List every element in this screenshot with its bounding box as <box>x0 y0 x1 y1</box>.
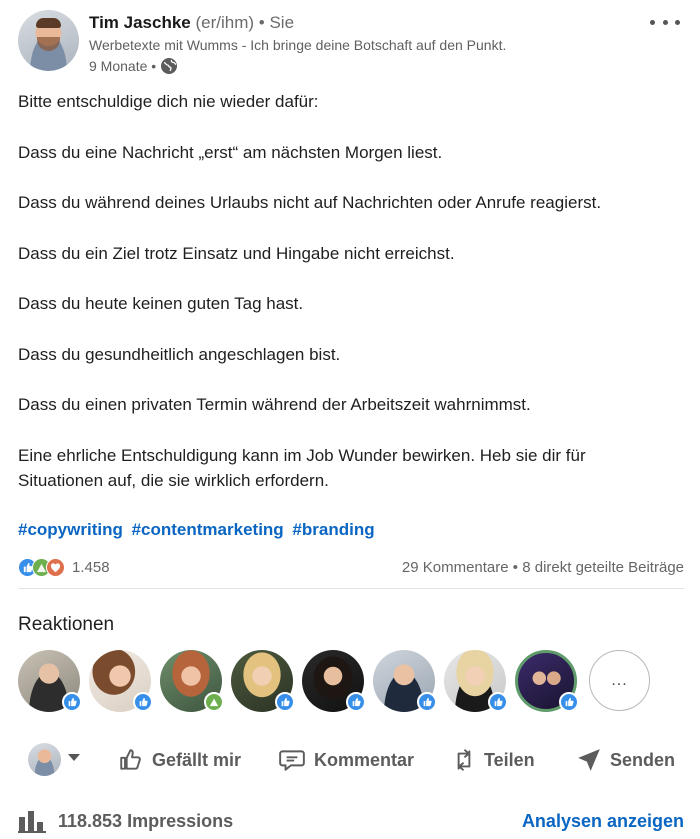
reposts-count[interactable]: 8 direkt geteilte Beiträge <box>522 558 684 576</box>
like-badge-icon <box>346 692 366 712</box>
post-line: Eine ehrliche Entschuldigung kann im Job Wunder bewirken. Heb sie dir für <box>18 445 586 465</box>
reactor-avatar[interactable] <box>231 650 293 712</box>
post-line: Dass du ein Ziel trotz Einsatz und Hingabe nicht erreichst. <box>18 243 455 263</box>
post-meta <box>89 57 178 75</box>
actor-avatar[interactable] <box>28 743 61 776</box>
chevron-down-icon[interactable] <box>68 754 80 761</box>
post-body <box>18 89 684 494</box>
hashtag-link[interactable]: #copywriting <box>18 520 123 539</box>
author-avatar[interactable] <box>18 10 79 71</box>
reactions-heading: Reaktionen <box>18 614 115 635</box>
avatar-hair <box>36 18 61 28</box>
reaction-summary[interactable] <box>18 558 110 577</box>
view-analytics-link[interactable]: Analysen anzeigen <box>521 810 684 831</box>
post-line: Dass du gesundheitlich angeschlagen bist. <box>18 344 341 364</box>
stats-separator: • <box>512 558 519 576</box>
like-badge-icon <box>275 692 295 712</box>
reactor-avatar[interactable] <box>444 650 506 712</box>
hashtag-link[interactable]: #contentmarketing <box>131 520 284 539</box>
reaction-count[interactable]: 1.458 <box>72 558 110 576</box>
reactor-avatar[interactable] <box>302 650 364 712</box>
comments-count[interactable]: 29 Kommentare <box>401 558 509 576</box>
comment-button[interactable] <box>278 740 414 780</box>
author-tagline: Werbetexte mit Wumms - Ich bringe deine Botschaft auf den Punkt. <box>89 37 507 53</box>
reactor-list <box>18 650 684 714</box>
comment-label: Kommentar <box>314 749 415 770</box>
post-line: Dass du heute keinen guten Tag hast. <box>18 294 304 313</box>
like-badge-icon <box>417 692 437 712</box>
divider <box>18 588 684 589</box>
impressions-count: 118.853 Impressions <box>58 810 234 831</box>
reactor-avatar[interactable] <box>89 650 151 712</box>
repost-button[interactable] <box>452 740 535 780</box>
impressions <box>18 806 233 836</box>
post-line: Dass du einen privaten Termin während der Arbeitszeit wahrnimmst. <box>18 395 531 414</box>
like-badge-icon <box>488 692 508 712</box>
author-name[interactable]: Tim Jaschke <box>89 13 191 32</box>
author-pronouns: (er/ihm) <box>195 13 255 32</box>
like-badge-icon <box>62 692 82 712</box>
engagement-links <box>402 559 684 576</box>
send-label: Senden <box>610 749 676 770</box>
support-badge-icon <box>204 692 224 712</box>
like-badge-icon <box>559 692 579 712</box>
post-header <box>18 10 684 76</box>
reactor-avatar[interactable] <box>373 650 435 712</box>
more-reactors-button[interactable]: ... <box>589 650 650 711</box>
post-line: Situationen auf, die sie wirklich erfordern. <box>18 471 329 490</box>
repost-icon <box>452 746 476 774</box>
connection-degree: • Sie <box>258 13 295 32</box>
send-icon <box>576 747 602 773</box>
avatar-beard <box>37 37 60 51</box>
send-button[interactable] <box>576 740 675 780</box>
reactor-avatar[interactable] <box>18 650 80 712</box>
social-counts <box>18 555 684 579</box>
more-options-icon[interactable] <box>650 14 680 30</box>
bar-chart-icon <box>18 809 46 833</box>
globe-icon <box>160 57 178 75</box>
love-reaction-icon <box>46 558 65 577</box>
comment-icon <box>278 747 306 773</box>
post-line: Bitte entschuldige dich nie wieder dafür: <box>18 92 319 111</box>
post-time: 9 Monate • <box>89 58 157 74</box>
post-line: Dass du eine Nachricht „erst“ am nächsten Morgen liest. <box>18 142 443 162</box>
hashtag-link[interactable]: #branding <box>292 520 375 539</box>
repost-label: Teilen <box>484 749 535 770</box>
like-button[interactable] <box>118 740 241 780</box>
action-bar <box>18 740 684 780</box>
like-badge-icon <box>133 692 153 712</box>
post-line: Dass du während deines Urlaubs nicht auf Nachrichten oder Anrufe reagierst. <box>18 193 602 212</box>
thumbs-up-icon <box>118 747 144 773</box>
like-label: Gefällt mir <box>152 749 242 770</box>
reactor-avatar[interactable] <box>160 650 222 712</box>
author-name-line <box>89 13 294 33</box>
reactor-avatar[interactable] <box>515 650 577 712</box>
hashtags <box>18 520 379 540</box>
